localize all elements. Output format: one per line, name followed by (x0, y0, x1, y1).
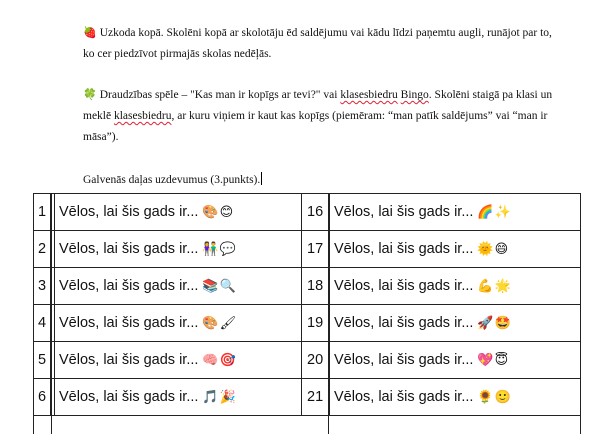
strawberry-icon: 🍓 (83, 26, 97, 39)
spellcheck-word-klasesbiedru: klasesbiedru (340, 89, 398, 101)
row-number: 16 (301, 194, 329, 230)
heart-halo-emoji-icon: 💖😇 (477, 352, 510, 368)
row-number: 4 (34, 305, 51, 341)
wish-text: Vēlos, lai šis gads ir... (334, 352, 474, 368)
wish-cell[interactable] (54, 268, 301, 304)
spellcheck-word-klasesbiedru-2: klasesbiedru (113, 110, 172, 122)
row-number: 1 (34, 194, 51, 230)
paragraph-draudzibas (83, 84, 563, 148)
wish-text: Vēlos, lai šis gads ir... (59, 315, 199, 331)
wish-cell[interactable] (54, 379, 301, 415)
row-number: 18 (301, 268, 329, 304)
row-number: 17 (301, 231, 329, 267)
wish-text: Vēlos, lai šis gads ir... (59, 204, 199, 220)
brain-target-emoji-icon: 🧠🎯 (202, 352, 237, 368)
wish-text: Vēlos, lai šis gads ir... (334, 204, 474, 220)
rainbow-sparkles-emoji-icon: 🌈✨ (477, 204, 512, 220)
wish-cell[interactable] (329, 194, 580, 230)
sun-grin-emoji-icon: 🌞😄 (477, 241, 510, 257)
wish-cell[interactable] (329, 268, 580, 304)
row-number: 6 (34, 379, 51, 415)
wish-text: Vēlos, lai šis gads ir... (334, 278, 474, 294)
muscle-star-emoji-icon: 💪🌟 (477, 278, 512, 294)
wish-text: Vēlos, lai šis gads ir... (59, 241, 199, 257)
paragraph-galvenas-text: Galvenās daļas uzdevumus (3.punkts). (83, 174, 261, 186)
table-row (34, 305, 580, 342)
table-row (34, 231, 580, 268)
spellcheck-word-bingo: Bingo (400, 89, 429, 101)
wish-text: Vēlos, lai šis gads ir... (59, 389, 199, 405)
wish-cell[interactable] (54, 194, 301, 230)
row-number: 5 (34, 342, 51, 378)
p2-text-b: . Skolēni staigā pa klasi un meklē (83, 89, 553, 122)
p2-text-c: , ar kuru viņiem ir kaut kas kopīgs (piemēram: “man patīk saldējums” vai “man ir māsa”). (83, 110, 548, 143)
paragraph-uzkoda-text: Uzkoda kopā. Skolēni kopā ar skolotāju ēd saldējumu vai kādu līdzi paņemtu augli, runājot par to, ko cer piedzīvot pirmajās skolas nedēļās. (83, 27, 552, 60)
table-row (34, 379, 580, 416)
row-number: 20 (301, 342, 329, 378)
row-number: 19 (301, 305, 329, 341)
wish-text: Vēlos, lai šis gads ir... (334, 241, 474, 257)
wish-text: Vēlos, lai šis gads ir... (334, 315, 474, 331)
rocket-starstruck-emoji-icon: 🚀🤩 (477, 315, 512, 331)
table-row (34, 342, 580, 379)
wish-cell[interactable] (54, 305, 301, 341)
flower-smile-emoji-icon: 🌻🙂 (477, 389, 512, 405)
wish-text: Vēlos, lai šis gads ir... (334, 389, 474, 405)
wish-cell[interactable] (54, 342, 301, 378)
wish-cell[interactable] (329, 305, 580, 341)
table-row (34, 268, 580, 305)
wish-cell[interactable] (54, 231, 301, 267)
paragraph-galvenas[interactable] (83, 170, 262, 191)
row-number: 21 (301, 379, 329, 415)
books-magnifier-emoji-icon: 📚🔍 (202, 278, 237, 294)
wish-cell[interactable] (329, 342, 580, 378)
wish-cell[interactable] (329, 379, 580, 415)
friends-speech-emoji-icon: 👫💬 (202, 241, 237, 257)
wish-text: Vēlos, lai šis gads ir... (59, 352, 199, 368)
art-smile-emoji-icon: 🎨😊 (202, 204, 235, 220)
paragraph-uzkoda (83, 22, 563, 65)
clover-icon: 🍀 (83, 88, 97, 101)
p2-text-a: Draudzības spēle – "Kas man ir kopīgs ar tevi?" vai (99, 89, 341, 101)
table-row (34, 194, 580, 231)
music-party-emoji-icon: 🎵🎉 (202, 389, 237, 405)
wishes-table (33, 193, 581, 434)
row-number: 3 (34, 268, 51, 304)
row-number: 2 (34, 231, 51, 267)
text-cursor (261, 172, 262, 185)
wish-cell[interactable] (329, 231, 580, 267)
palette-brush-emoji-icon: 🎨🖌 (202, 315, 238, 331)
wish-text: Vēlos, lai šis gads ir... (59, 278, 199, 294)
